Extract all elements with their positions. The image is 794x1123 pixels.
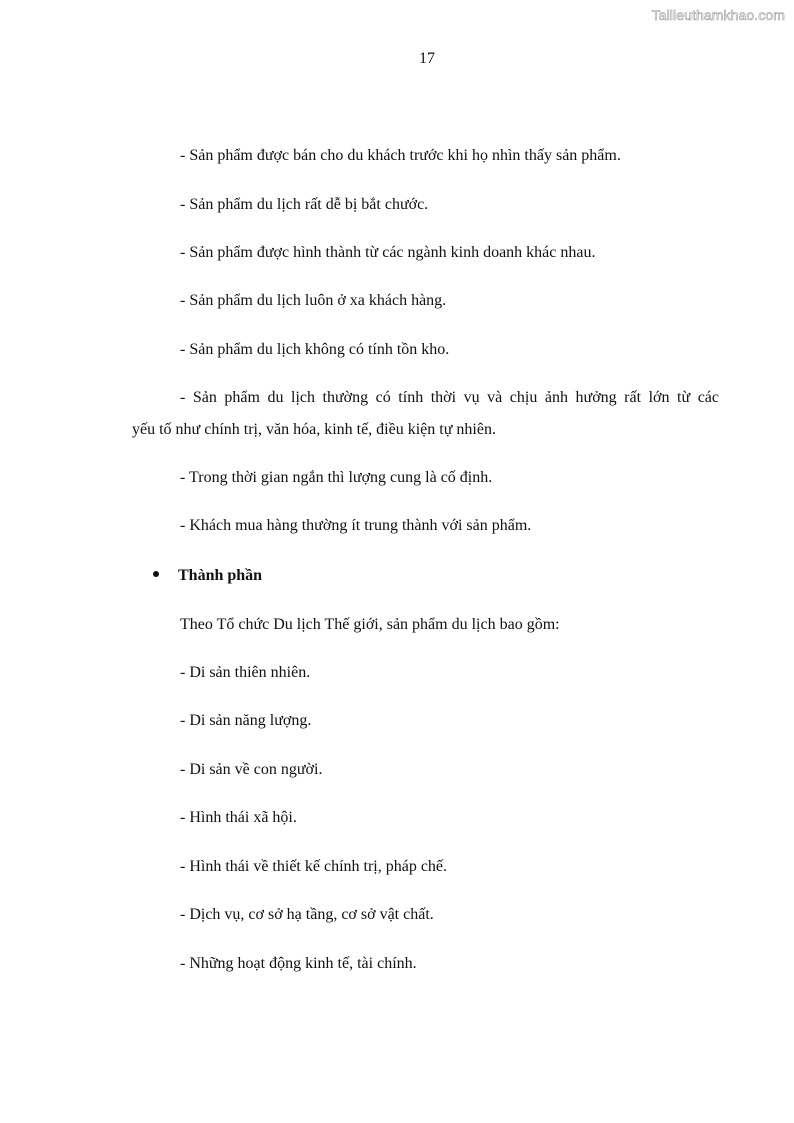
characteristic-line: - Sản phẩm du lịch luôn ở xa khách hàng.: [180, 292, 447, 309]
component-line: - Hình thái xã hội.: [180, 809, 297, 826]
loyalty-line: - Khách mua hàng thường ít trung thành với sản phẩm.: [180, 517, 532, 534]
component-line: - Di sản thiên nhiên.: [180, 664, 311, 681]
characteristic-line: - Sản phẩm được hình thành từ các ngành kinh doanh khác nhau.: [180, 244, 596, 261]
section-intro: Theo Tổ chức Du lịch Thế giới, sản phẩm du lịch bao gồm:: [180, 616, 560, 633]
supply-line: - Trong thời gian ngắn thì lượng cung là cố định.: [180, 469, 493, 486]
section-heading: Thành phần: [178, 567, 263, 584]
component-line: - Di sản về con người.: [180, 761, 323, 778]
characteristic-line: - Sản phẩm du lịch không có tính tồn kho.: [180, 341, 450, 358]
characteristic-line: - Sản phẩm du lịch rất dễ bị bắt chước.: [180, 196, 429, 213]
seasonal-line-2: yếu tố như chính trị, văn hóa, kinh tế, điều kiện tự nhiên.: [132, 421, 496, 438]
page-number: 17: [419, 50, 435, 67]
component-line: - Hình thái về thiết kế chính trị, pháp chế.: [180, 858, 448, 875]
characteristic-line: - Sản phẩm được bán cho du khách trước khi họ nhìn thấy sản phẩm.: [180, 147, 621, 164]
seasonal-line-1: - Sản phẩm du lịch thường có tính thời vụ và chịu ảnh hưởng rất lớn từ các: [180, 389, 719, 406]
bullet-icon: [153, 571, 159, 577]
component-line: - Dịch vụ, cơ sở hạ tầng, cơ sở vật chất.: [180, 906, 434, 923]
watermark: Tailieuthamkhao.com: [651, 7, 785, 23]
component-line: - Di sản năng lượng.: [180, 712, 312, 729]
component-line: - Những hoạt động kinh tế, tài chính.: [180, 955, 417, 972]
section-heading-row: [153, 567, 262, 585]
